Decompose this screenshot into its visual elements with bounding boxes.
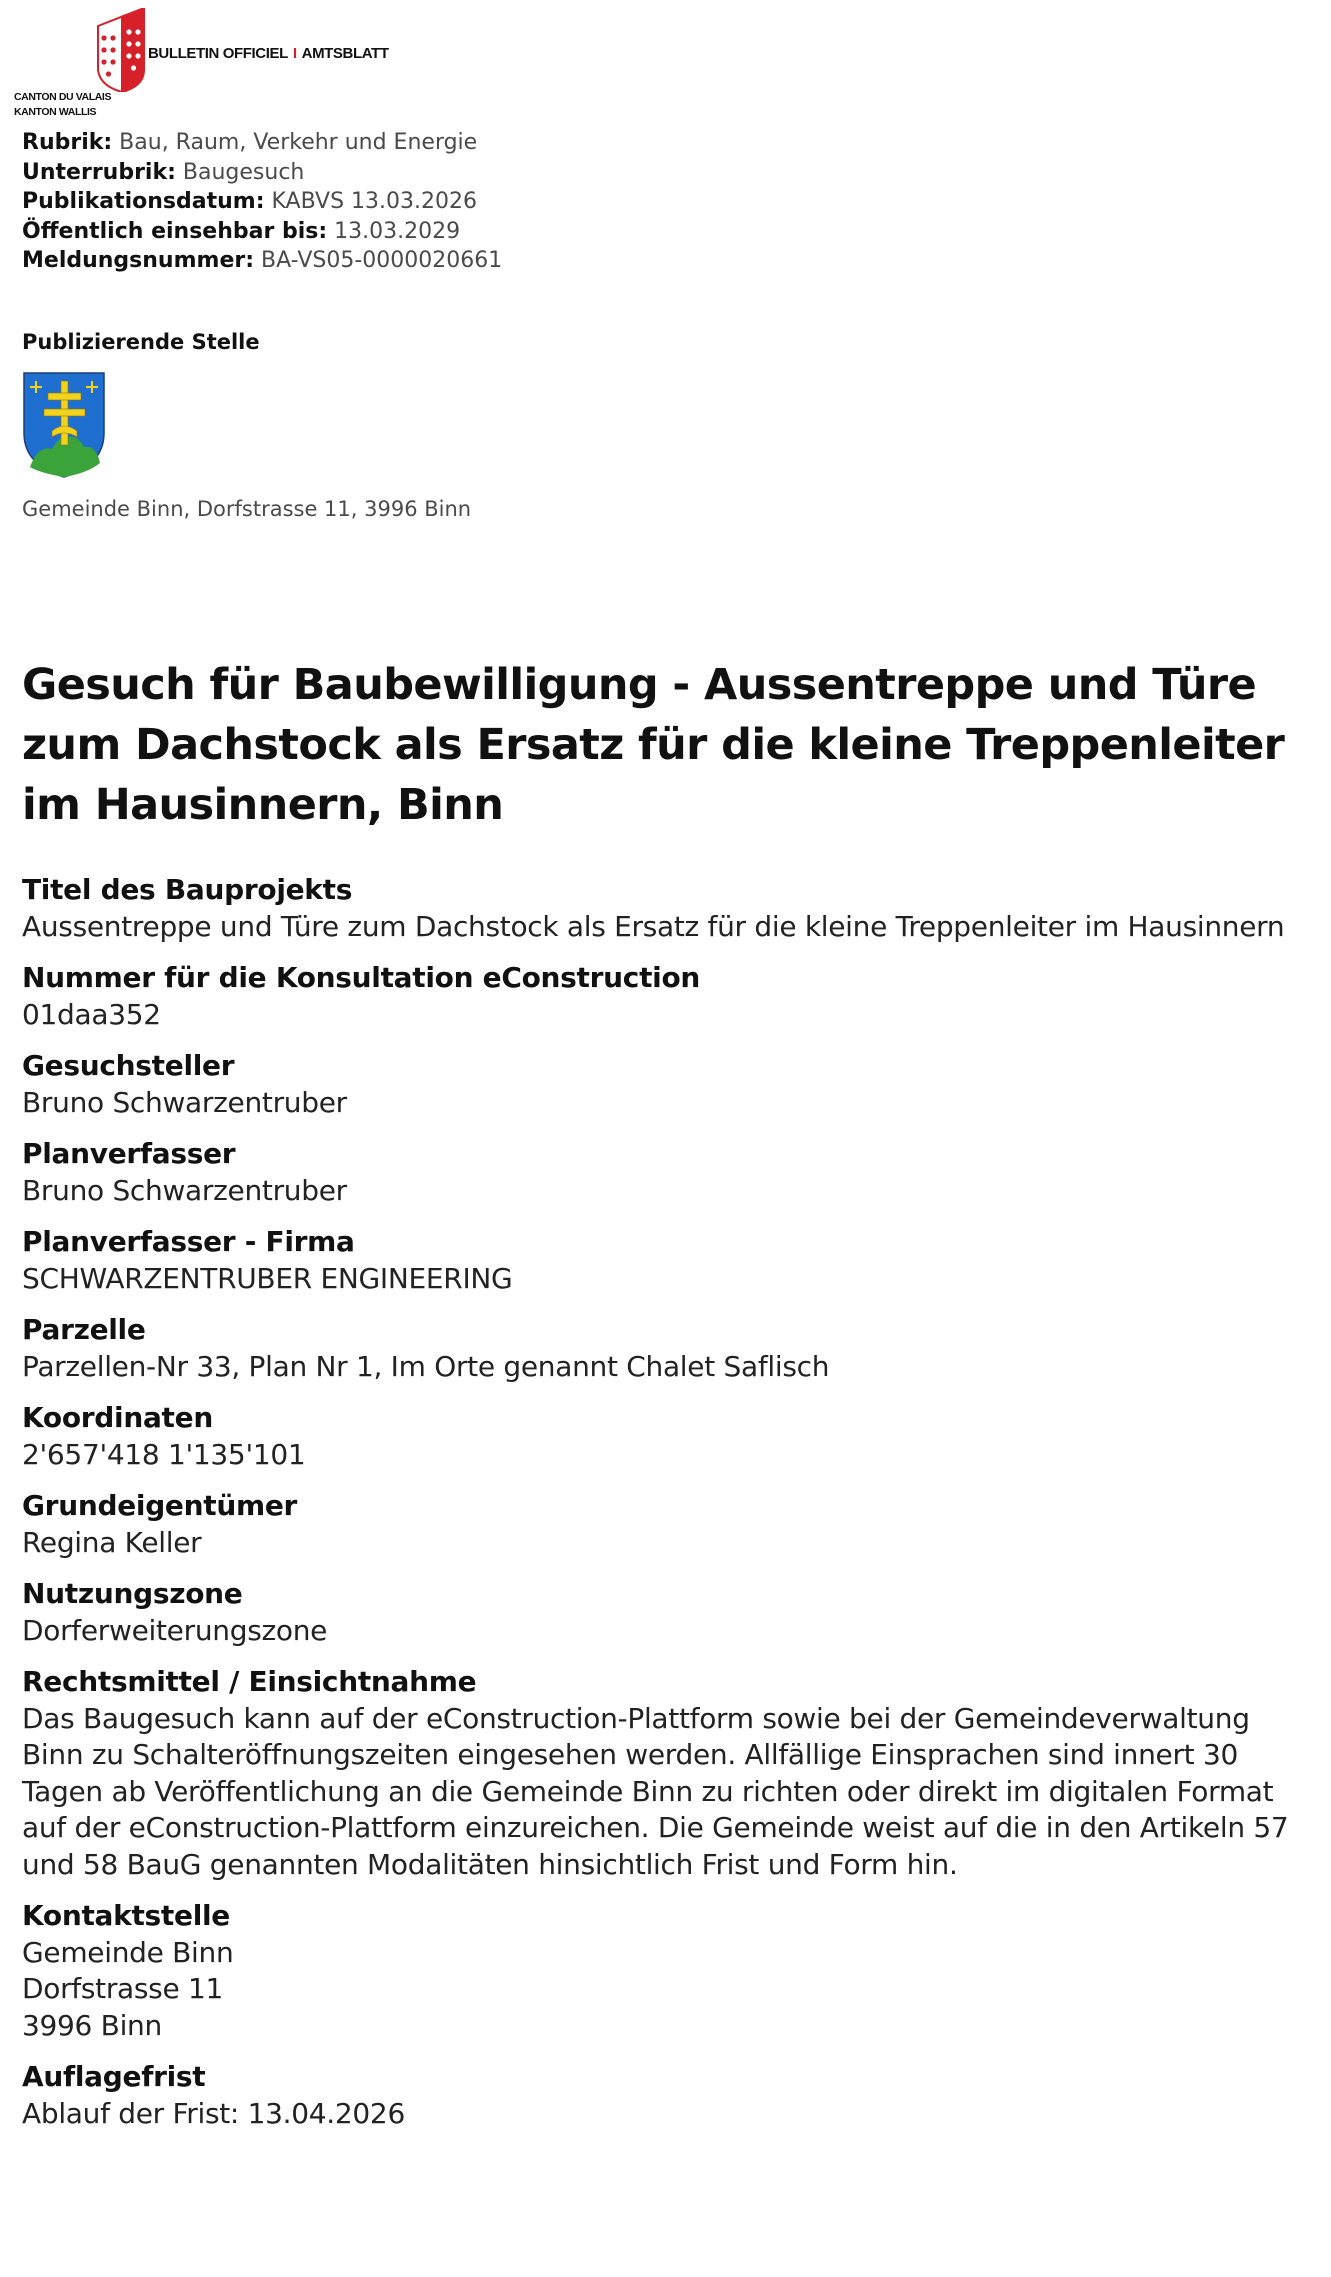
meta-label: Publikationsdatum: xyxy=(22,189,265,214)
field-value xyxy=(22,1613,1312,1650)
field-value-line: 01daa352 xyxy=(22,997,161,1031)
field-value xyxy=(22,909,1312,946)
field-label: Planverfasser xyxy=(22,1137,236,1170)
field-value-line: Gemeinde Binn xyxy=(22,1935,234,1969)
field-section xyxy=(22,1488,1312,1561)
canton-name-de: KANTON WALLIS xyxy=(14,106,97,118)
valais-shield-icon xyxy=(92,8,150,92)
field-label: Koordinaten xyxy=(22,1401,213,1434)
page-title: Gesuch für Baubewilligung - Aussentreppe und Türe zum Dachstock als Ersatz für die kleine Treppenleiter im Hausinnern, Binn xyxy=(22,660,1285,830)
meta-row xyxy=(22,246,922,276)
field-section xyxy=(22,1312,1312,1385)
field-value-line: Dorferweiterungszone xyxy=(22,1613,328,1647)
binn-coat-of-arms-icon xyxy=(22,371,106,479)
publisher-address: Gemeinde Binn, Dorfstrasse 11, 3996 Binn xyxy=(22,497,472,521)
bulletin-title xyxy=(148,45,389,62)
field-value xyxy=(22,997,1312,1034)
field-value xyxy=(22,1173,1312,1210)
field-value xyxy=(22,1701,1312,1884)
field-value-line: SCHWARZENTRUBER ENGINEERING xyxy=(22,1261,513,1295)
field-label: Grundeigentümer xyxy=(22,1489,298,1522)
meta-value: BA-VS05-0000020661 xyxy=(261,248,503,273)
field-value xyxy=(22,2096,1312,2133)
field-value-line: Das Baugesuch kann auf der eConstruction-Plattform sowie bei der Gemeindeverwaltung Binn zu Schalteröffnungszeiten eingesehen werden. Allfällige Einsprachen sind innert 30 Tagen ab Veröffentlichung an die Gemeinde Binn zu richten oder direkt im digitalen Format auf der eConstruction-Plattform einzureichen. Die Gemeinde weist auf die in den Artikeln 57 und 58 BauG genannten Modalitäten hinsichtlich Frist und Form hin. xyxy=(22,1701,1289,1881)
bulletin-title-de: AMTSBLATT xyxy=(301,45,389,62)
field-section xyxy=(22,872,1312,945)
meta-label: Rubrik: xyxy=(22,130,113,155)
field-value xyxy=(22,1261,1312,1298)
field-section xyxy=(22,1224,1312,1297)
field-value xyxy=(22,1437,1312,1474)
field-value-line: Parzellen-Nr 33, Plan Nr 1, Im Orte genannt Chalet Saflisch xyxy=(22,1349,830,1383)
meta-label: Meldungsnummer: xyxy=(22,248,255,273)
field-value-line: Regina Keller xyxy=(22,1525,202,1559)
meta-row xyxy=(22,187,922,217)
field-value xyxy=(22,1349,1312,1386)
meta-label: Öffentlich einsehbar bis: xyxy=(22,218,328,244)
field-section xyxy=(22,1048,1312,1121)
field-label: Auflagefrist xyxy=(22,2060,206,2093)
meta-row xyxy=(22,128,922,158)
meta-row xyxy=(22,217,922,247)
bulletin-title-fr: BULLETIN OFFICIEL xyxy=(148,45,288,62)
field-value xyxy=(22,1935,1312,2045)
field-label: Kontaktstelle xyxy=(22,1899,230,1932)
publication-meta xyxy=(22,128,922,276)
field-label: Parzelle xyxy=(22,1313,146,1346)
canton-name-fr: CANTON DU VALAIS xyxy=(14,91,112,103)
field-value xyxy=(22,1085,1312,1122)
field-section xyxy=(22,1664,1312,1883)
meta-row xyxy=(22,158,922,188)
header-logo xyxy=(14,8,434,120)
field-label: Rechtsmittel / Einsichtnahme xyxy=(22,1665,477,1698)
field-label: Planverfasser - Firma xyxy=(22,1225,355,1258)
meta-value: KABVS 13.03.2026 xyxy=(271,189,477,214)
field-label: Gesuchsteller xyxy=(22,1049,235,1082)
publisher-heading: Publizierende Stelle xyxy=(22,330,260,354)
bulletin-separator: I xyxy=(292,45,297,62)
field-label: Titel des Bauprojekts xyxy=(22,873,353,906)
field-value-line: Bruno Schwarzentruber xyxy=(22,1173,347,1207)
field-value-line: Aussentreppe und Türe zum Dachstock als Ersatz für die kleine Treppenleiter im Hausinnern xyxy=(22,909,1285,943)
meta-value: 13.03.2029 xyxy=(334,218,461,244)
meta-value: Bau, Raum, Verkehr und Energie xyxy=(119,130,478,155)
field-value-line: Ablauf der Frist: 13.04.2026 xyxy=(22,2096,405,2130)
field-value xyxy=(22,1525,1312,1562)
field-section xyxy=(22,1898,1312,2044)
field-value-line: 3996 Binn xyxy=(22,2008,162,2042)
meta-label: Unterrubrik: xyxy=(22,159,176,185)
field-value-line: 2'657'418 1'135'101 xyxy=(22,1437,306,1471)
field-label: Nummer für die Konsultation eConstruction xyxy=(22,961,701,994)
field-section xyxy=(22,2059,1312,2132)
field-list xyxy=(22,872,1312,2147)
field-section xyxy=(22,1576,1312,1649)
canton-name xyxy=(14,90,144,120)
meta-value: Baugesuch xyxy=(182,159,305,185)
field-label: Nutzungszone xyxy=(22,1577,243,1610)
field-section xyxy=(22,960,1312,1033)
field-section xyxy=(22,1136,1312,1209)
field-value-line: Dorfstrasse 11 xyxy=(22,1972,224,2005)
field-value-line: Bruno Schwarzentruber xyxy=(22,1085,347,1119)
field-section xyxy=(22,1400,1312,1473)
